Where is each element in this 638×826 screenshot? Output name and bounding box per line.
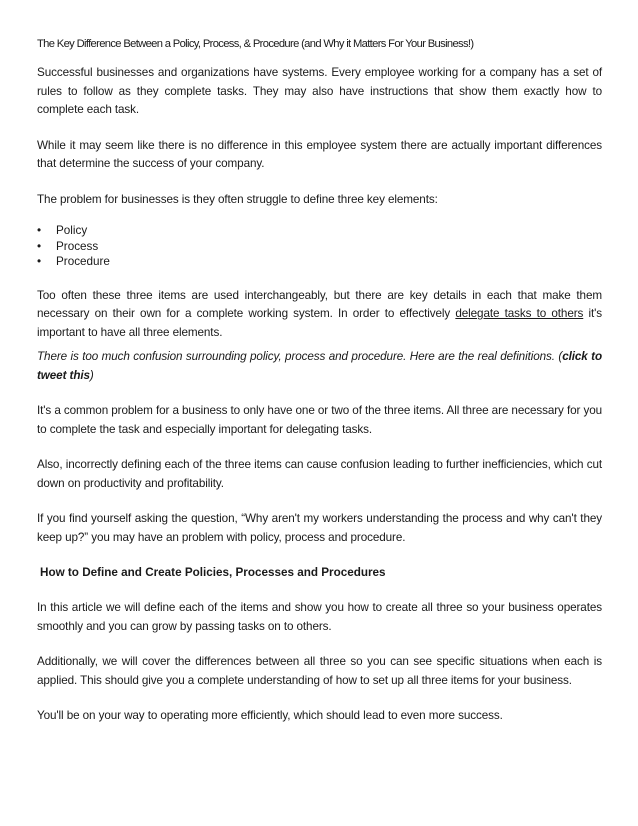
bullet-icon: • xyxy=(37,224,42,237)
list-item-label: Procedure xyxy=(56,255,110,268)
quote-close: ) xyxy=(89,368,94,382)
list-item-label: Policy xyxy=(56,224,88,237)
paragraph-question: If you find yourself asking the question, “Why aren't my workers understanding the process and why can't they keep up?” you may have an problem with policy, process and procedure. xyxy=(37,512,602,544)
click-to-tweet-link[interactable]: click to tweet this xyxy=(37,350,602,382)
document-page xyxy=(37,37,602,726)
key-elements-list xyxy=(37,223,602,270)
paragraph-interchangeable xyxy=(37,287,602,343)
paragraph-incorrectly: Also, incorrectly defining each of the three items can cause confusion leading to further inefficiencies, which cut down on productivity and profitability. xyxy=(37,458,602,490)
list-item-label: Process xyxy=(56,239,99,253)
quote-text: There is too much confusion surrounding policy, process and procedure. Here are the real definitions. ( xyxy=(37,350,563,363)
paragraph-additionally: Additionally, we will cover the differences between all three so you can see specific situations when each is applied. This should give you a complete understanding of how to set up all three items for your business. xyxy=(37,655,602,687)
paragraph-text: it's important to have all three elements. xyxy=(37,307,602,339)
bullet-icon: • xyxy=(37,239,42,253)
list-item xyxy=(37,239,602,255)
tweet-quote xyxy=(37,348,602,385)
section-heading: How to Define and Create Policies, Processes and Procedures xyxy=(40,566,386,579)
paragraph-efficiency: You'll be on your way to operating more efficiently, which should lead to even more success. xyxy=(37,709,503,722)
paragraph-intro: Successful businesses and organizations have systems. Every employee working for a company has a set of rules to follow as they complete tasks. They may also have instructions that show them exactly how to complete each task. xyxy=(37,66,602,116)
paragraph-difference: While it may seem like there is no difference in this employee system there are actually important differences that determine the success of your company. xyxy=(37,138,602,170)
paragraph-text: Too often these three items are used interchangeably, but there are key details in each that make them necessary on their own for a complete working system. In order to effectively xyxy=(37,288,602,320)
paragraph-common-problem: It's a common problem for a business to only have one or two of the three items. All three are necessary for you to complete the task and especially important for delegating tasks. xyxy=(37,404,602,436)
paragraph-problem: The problem for businesses is they often struggle to define three key elements: xyxy=(37,192,438,206)
bullet-icon: • xyxy=(37,255,42,268)
document-title: The Key Difference Between a Policy, Process, & Procedure (and Why it Matters For Your Business!) xyxy=(37,38,474,50)
delegate-tasks-link[interactable]: delegate tasks to others xyxy=(455,307,584,320)
list-item xyxy=(37,223,602,239)
paragraph-article: In this article we will define each of the items and show you how to create all three so your business operates smoothly and you can grow by passing tasks on to others. xyxy=(37,601,602,633)
list-item xyxy=(37,254,602,270)
